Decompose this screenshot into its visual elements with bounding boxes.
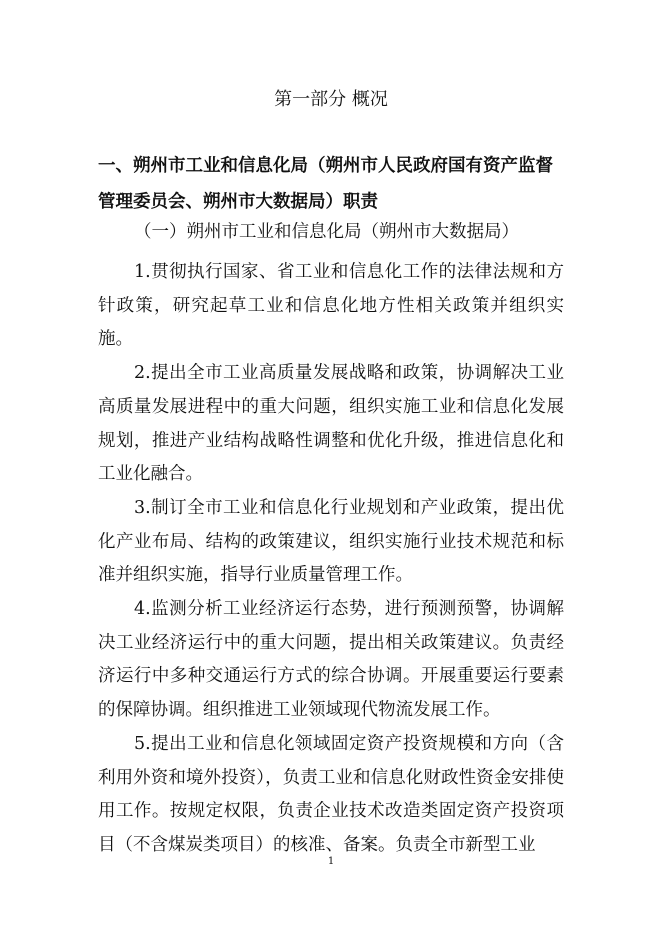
body-text — [98, 256, 564, 863]
paragraph-1: 1.贯彻执行国家、省工业和信息化工作的法律法规和方针政策，研究起草工业和信息化地方性相关政策并组织实施。 — [98, 262, 564, 350]
page-number: 1 — [327, 856, 335, 867]
paragraph-5: 5.提出工业和信息化领域固定资产投资规模和方向（含利用外资和境外投资），负责工业和信息化财政性资金安排使用工作。按规定权限，负责企业技术改造类固定资产投资项目（不含煤炭类项目）的核准、备案。负责全市新型工业 — [98, 733, 564, 855]
paragraph-3: 3.制订全市工业和信息化行业规划和产业政策，提出优化产业布局、结构的政策建议，组织实施行业技术规范和标准并组织实施，指导行业质量管理工作。 — [98, 497, 564, 586]
section-heading: 一、朔州市工业和信息化局（朔州市人民政府国有资产监督管理委员会、朔州市大数据局）职责 — [98, 156, 553, 212]
sub-heading: （一）朔州市工业和信息化局（朔州市大数据局） — [134, 222, 519, 242]
page-title: 第一部分 概况 — [274, 89, 388, 110]
paragraph-2: 2.提出全市工业高质量发展战略和政策，协调解决工业高质量发展进程中的重大问题，组织实施工业和信息化发展规划，推进产业结构战略性调整和优化升级，推进信息化和工业化融合。 — [98, 363, 564, 485]
paragraph-4: 4.监测分析工业经济运行态势，进行预测预警，协调解决工业经济运行中的重大问题，提出相关政策建议。负责经济运行中多种交通运行方式的综合协调。开展重要运行要素的保障协调。组织推进工业领域现代物流发展工作。 — [98, 599, 564, 721]
